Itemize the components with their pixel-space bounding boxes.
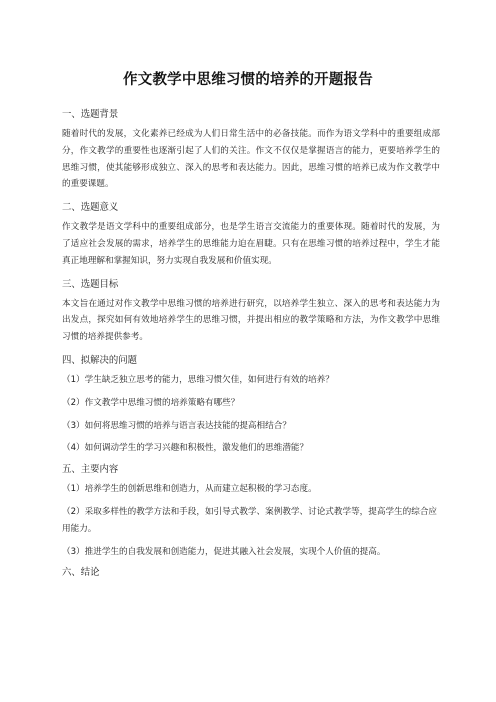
section-heading-objectives: 三、选题目标 — [62, 278, 119, 290]
section-heading-conclusion: 六、结论 — [62, 567, 100, 579]
content-item-3: （3）推进学生的自我发展和创造能力，促进其融入社会发展，实现个人价值的提高。 — [62, 546, 386, 557]
section-paragraph-objectives: 本文旨在通过对作文教学中思维习惯的培养进行研究，以培养学生独立、深入的思考和表达能力为出发点，探究如何有效地培养学生的思维习惯，并提出相应的教学策略和方法，为作文教学中思维习惯的培养提供参考。 — [62, 298, 440, 343]
section-paragraph-background: 随着时代的发展，文化素养已经成为人们日常生活中的必备技能。而作为语文学科中的重要组成部分，作文教学的重要性也逐渐引起了人们的关注。作文不仅仅是掌握语言的能力，更要培养学生的思维习惯，使其能够形成独立、深入的思考和表达能力。因此，思维习惯的培养已成为作文教学中的重要课题。 — [62, 129, 440, 190]
section-paragraph-significance: 作文教学是语文学科中的重要组成部分，也是学生语言交流能力的重要体现。随着时代的发展，为了适应社会发展的需求，培养学生的思维能力迫在眉睫。只有在思维习惯的培养过程中，学生才能真正地理解和掌握知识，努力实现自我发展和价值实现。 — [62, 222, 440, 266]
document-title: 作文教学中思维习惯的培养的开题报告 — [123, 72, 373, 88]
section-heading-background: 一、选题背景 — [62, 109, 119, 120]
problem-item-3: （3）如何将思维习惯的培养与语言表达技能的提高相结合？ — [62, 420, 291, 431]
content-item-2: （2）采取多样性的教学方法和手段，如引导式教学、案例教学、讨论式教学等，提高学生的综合应用能力。 — [62, 506, 438, 534]
section-heading-significance: 二、选题意义 — [62, 202, 119, 214]
problem-item-2: （2）作文教学中思维习惯的培养策略有哪些？ — [62, 397, 240, 408]
problem-item-4: （4）如何调动学生的学习兴趣和积极性，激发他们的思维潜能？ — [62, 443, 309, 454]
section-heading-problems: 四、拟解决的问题 — [62, 354, 138, 366]
section-heading-content: 五、主要内容 — [62, 464, 119, 476]
problem-item-1: （1）学生缺乏独立思考的能力，思维习惯欠佳，如何进行有效的培养？ — [62, 374, 334, 385]
document-body — [62, 108, 440, 584]
content-item-1: （1）培养学生的创新思维和创造力，从而建立起积极的学习态度。 — [62, 484, 317, 495]
